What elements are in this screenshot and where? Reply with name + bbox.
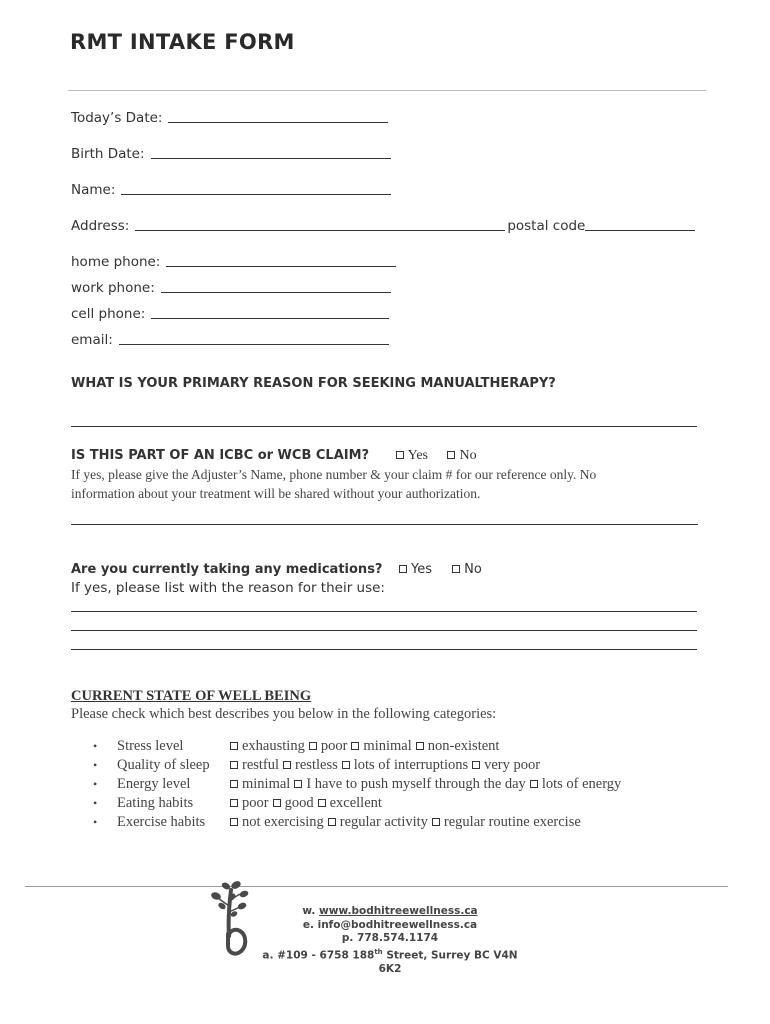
option-minimal[interactable] — [351, 738, 411, 755]
option-excellent[interactable] — [318, 795, 382, 812]
birth-date-label: Birth Date: — [71, 146, 145, 162]
option-label: lots of energy — [541, 776, 622, 792]
option-label: regular routine exercise — [443, 814, 581, 830]
claim-no-option[interactable] — [447, 448, 476, 463]
cell-phone-input-line[interactable] — [151, 317, 389, 319]
primary-reason-question: WHAT IS YOUR PRIMARY REASON FOR SEEKING MANUALTHERAPY? — [71, 376, 556, 391]
claim-yes-option[interactable] — [396, 448, 432, 463]
option-label: exhausting — [242, 738, 305, 754]
checkbox[interactable] — [230, 799, 238, 807]
claim-no-label: No — [459, 448, 477, 463]
wellbeing-row-sleep — [93, 756, 625, 775]
option-lots-of-interruptions[interactable] — [342, 757, 468, 774]
option-label: lots of interruptions — [353, 757, 469, 773]
bullet: • — [93, 777, 98, 791]
address-pre: a. #109 - 6758 188 — [262, 949, 375, 961]
medications-question-row — [71, 562, 482, 577]
option-label: minimal — [242, 776, 291, 792]
claim-yes-checkbox[interactable] — [396, 451, 404, 459]
cell-phone-label: cell phone: — [71, 306, 146, 322]
work-phone-input-line[interactable] — [161, 291, 391, 293]
option-label: not exercising — [242, 814, 324, 830]
form-title: RMT INTAKE FORM — [70, 30, 295, 54]
option-non-existent[interactable] — [416, 738, 500, 755]
footer-contact — [250, 905, 530, 976]
name-label: Name: — [71, 182, 116, 198]
footer-email-line — [250, 919, 530, 933]
option-label: minimal — [363, 738, 412, 754]
category-stress-level: Stress level — [117, 738, 184, 754]
claim-note-line1: If yes, please give the Adjuster’s Name, phone number & your claim # for our reference only. No — [71, 467, 597, 482]
name-input-line[interactable] — [121, 193, 391, 195]
address-field — [71, 218, 695, 234]
checkbox[interactable] — [530, 780, 538, 788]
primary-reason-answer-line[interactable] — [71, 426, 697, 427]
email-label: email: — [71, 332, 113, 348]
checkbox[interactable] — [416, 742, 424, 750]
title-divider — [68, 90, 706, 91]
footer-web-line — [250, 905, 530, 919]
option-label: very poor — [484, 757, 541, 773]
medications-line-2[interactable] — [71, 630, 697, 631]
todays-date-input-line[interactable] — [168, 121, 388, 123]
medications-yes-checkbox[interactable] — [399, 565, 407, 573]
address-sup: th — [374, 947, 383, 956]
todays-date-label: Today’s Date: — [71, 110, 163, 126]
home-phone-label: home phone: — [71, 254, 161, 270]
wellbeing-row-energy — [93, 775, 625, 794]
home-phone-input-line[interactable] — [166, 265, 396, 267]
option-poor-eating[interactable] — [230, 795, 269, 812]
claim-question: IS THIS PART OF AN ICBC or WCB CLAIM? — [71, 448, 370, 463]
option-very-poor[interactable] — [472, 757, 540, 774]
checkbox[interactable] — [273, 799, 281, 807]
option-restful[interactable] — [230, 757, 279, 774]
checkbox[interactable] — [294, 780, 302, 788]
option-minimal-energy[interactable] — [230, 776, 290, 793]
address-post: Street, Surrey BC V4N 6K2 — [378, 949, 518, 975]
option-regular-routine-exercise[interactable] — [432, 814, 581, 831]
checkbox[interactable] — [230, 742, 238, 750]
claim-no-checkbox[interactable] — [447, 451, 455, 459]
bullet: • — [93, 796, 98, 810]
category-energy-level: Energy level — [117, 776, 191, 792]
birth-date-field — [71, 146, 391, 162]
category-exercise-habits: Exercise habits — [117, 814, 206, 830]
website-link[interactable]: www.bodhitreewellness.ca — [319, 905, 478, 917]
email-prefix: e. — [302, 918, 318, 931]
claim-question-row — [71, 448, 477, 464]
checkbox[interactable] — [283, 761, 291, 769]
bullet: • — [93, 815, 98, 829]
category-eating-habits: Eating habits — [117, 795, 194, 811]
option-push-myself[interactable] — [294, 776, 525, 793]
claim-note — [71, 465, 711, 503]
option-label: excellent — [329, 795, 382, 811]
checkbox[interactable] — [342, 761, 350, 769]
option-lots-of-energy[interactable] — [530, 776, 621, 793]
home-phone-field — [71, 254, 396, 270]
medications-no-option[interactable] — [452, 562, 482, 577]
checkbox[interactable] — [230, 780, 238, 788]
option-label: restless — [295, 757, 338, 773]
medications-line-3[interactable] — [71, 649, 697, 650]
medications-no-label: No — [464, 562, 482, 577]
web-prefix: w. — [302, 905, 320, 917]
checkbox[interactable] — [230, 761, 238, 769]
option-poor[interactable] — [309, 738, 348, 755]
medications-question: Are you currently taking any medications? — [71, 562, 383, 577]
wellbeing-row-stress — [93, 737, 625, 756]
email-input-line[interactable] — [119, 343, 389, 345]
claim-yes-label: Yes — [407, 448, 428, 463]
bullet: • — [93, 739, 98, 753]
medications-yes-option[interactable] — [399, 562, 436, 577]
footer-divider — [25, 886, 728, 887]
checkbox[interactable] — [351, 742, 359, 750]
option-exhausting[interactable] — [230, 738, 305, 755]
option-label: regular activity — [339, 814, 428, 830]
todays-date-field — [71, 110, 388, 126]
wellbeing-instruction: Please check which best describes you below in the following categories: — [71, 706, 497, 722]
option-label: poor — [242, 795, 269, 811]
bullet: • — [93, 758, 98, 772]
name-field — [71, 182, 391, 198]
checkbox[interactable] — [328, 818, 336, 826]
option-label: good — [284, 795, 314, 811]
cell-phone-field — [71, 306, 389, 322]
claim-answer-line[interactable] — [71, 524, 698, 525]
email-field — [71, 332, 389, 348]
option-label: I have to push myself through the day — [306, 776, 526, 792]
option-label: poor — [320, 738, 348, 754]
checkbox[interactable] — [318, 799, 326, 807]
checkbox[interactable] — [309, 742, 317, 750]
option-good[interactable] — [273, 795, 314, 812]
checkbox[interactable] — [230, 818, 238, 826]
address-input-line[interactable] — [135, 229, 505, 231]
medications-no-checkbox[interactable] — [452, 565, 460, 573]
email-address[interactable]: info@bodhitreewellness.ca — [317, 918, 478, 931]
work-phone-field — [71, 280, 391, 296]
category-quality-of-sleep: Quality of sleep — [117, 757, 210, 773]
checkbox[interactable] — [432, 818, 440, 826]
bodhi-tree-logo-icon — [204, 876, 256, 968]
postal-code-input-line[interactable] — [585, 229, 695, 231]
work-phone-label: work phone: — [71, 280, 155, 296]
address-label: Address: — [71, 218, 130, 234]
footer-address — [250, 946, 530, 977]
option-restless[interactable] — [283, 757, 338, 774]
claim-note-line2: information about your treatment will be shared without your authorization. — [71, 486, 481, 501]
medications-line-1[interactable] — [71, 611, 697, 612]
option-not-exercising[interactable] — [230, 814, 324, 831]
medications-note: If yes, please list with the reason for their use: — [71, 580, 385, 596]
wellbeing-row-eating — [93, 794, 625, 813]
birth-date-input-line[interactable] — [151, 157, 391, 159]
postal-code-label: postal code — [507, 218, 586, 234]
footer-phone: p. 778.574.1174 — [341, 932, 439, 944]
option-regular-activity[interactable] — [328, 814, 428, 831]
option-label: restful — [242, 757, 280, 773]
wellbeing-heading: CURRENT STATE OF WELL BEING — [71, 688, 312, 704]
medications-yes-label: Yes — [411, 562, 432, 577]
wellbeing-row-exercise — [93, 813, 625, 832]
checkbox[interactable] — [472, 761, 480, 769]
option-label: non-existent — [427, 738, 500, 754]
wellbeing-list — [93, 737, 625, 832]
